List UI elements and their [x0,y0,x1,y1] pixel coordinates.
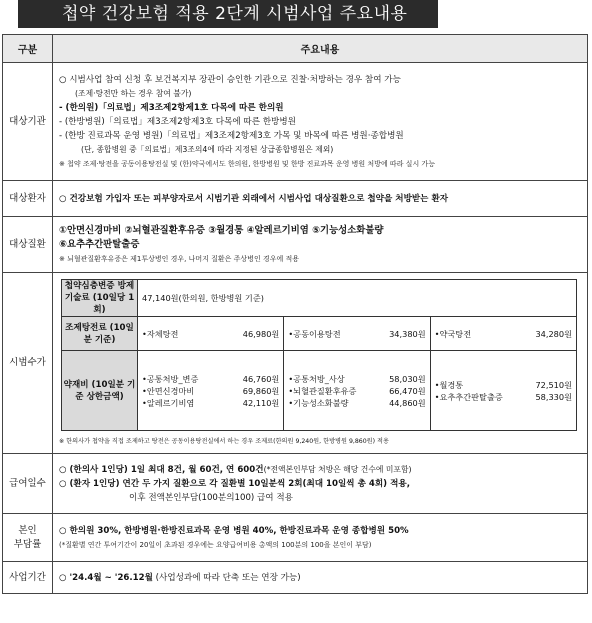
fee-item-price: 72,510원 [535,379,572,390]
copay-line: ○ 한의원 30%, 한방병원·한방진료과목 운영 병원 40%, 한방진료과목 운영 종합병원 50% [59,525,409,536]
copay-label-line: 본인 [18,524,37,536]
fee-item-price: 66,470원 [389,385,426,396]
days-content [53,454,588,514]
row-diseases [3,217,588,273]
copay-note: (*질환별 연간 투여기간이 20일이 초과된 경우에는 요양급여비용 총액의 100분의 100을 본인이 부담) [59,540,372,549]
institutions-line: - (한방 진료과목 운영 병원)「의료법」제3조제2항제3호 가목 및 바목에 따른 병원·종합병원 [59,130,404,141]
row-fees [3,273,588,454]
row-label-fees: 시범수가 [3,273,53,454]
fee-table [61,279,577,431]
fee-item-price: 42,110원 [242,397,280,408]
fee-item-price: 69,860원 [242,385,280,396]
diseases-line: ①안면신경마비 ②뇌혈관질환후유증 ③월경통 ④알레르기비염 ⑤기능성소화불량 [59,224,384,236]
institutions-line: (단, 종합병원 중「의료법」제3조의4에 따라 지정된 상급종합병원은 제외) [81,144,334,154]
patients-content [53,181,588,217]
fee-consult-value: 47,140원(한의원, 한방병원 기준) [138,280,577,317]
fee-dispense-cell [430,317,576,351]
fee-drug-cell [138,351,284,431]
header-content: 주요내용 [53,35,588,63]
row-label-period: 사업기간 [3,562,53,594]
days-line: ○ (한의사 1인당) 1일 최대 8건, 월 60건, 연 600건 [59,464,264,475]
fee-drug-cell [284,351,430,431]
fee-item-name: •약국탕전 [434,328,472,339]
institutions-line: - (한방병원)「의료법」제3조제2항제3호 다목에 따른 한방병원 [59,116,296,127]
fee-item-price: 46,980원 [242,328,280,339]
fee-drug-cell [430,351,576,431]
fee-dispense-cell [284,317,430,351]
fee-item-name: •요추추간판탈출증 [434,391,503,402]
fee-item-name: •알레르기비염 [142,397,195,408]
fee-head-drug: 약재비 (10일분 기준 상한금액) [62,351,138,431]
patients-text: ○ 건강보험 가입자 또는 피부양자로서 시범기관 외래에서 시범사업 대상질환으로 첩약을 처방받는 환자 [59,193,449,204]
copay-label-line: 부담률 [13,538,42,550]
fee-item-name: •기능성소화불량 [288,397,349,408]
fee-item-name: •뇌혈관질환후유증 [288,385,357,396]
policy-table [2,34,588,594]
copay-content [53,514,588,562]
row-label-institutions: 대상기관 [3,63,53,181]
row-institutions [3,63,588,181]
institutions-line: - (한의원)「의료법」제3조제2항제1호 다목에 따른 한의원 [59,102,284,113]
row-label-copay [3,514,53,562]
diseases-content [53,217,588,273]
fee-dispense-cell [138,317,284,351]
institutions-line: (조제·탕전만 하는 경우 참여 불가) [75,88,192,98]
fee-head-dispense: 조제탕전료 (10일분 기준) [62,317,138,351]
fee-item-price: 58,330원 [535,391,572,402]
diseases-line: ⑥요추추간판탈출증 [59,238,140,250]
page-title: 첩약 건강보험 적용 2단계 시범사업 주요내용 [18,0,438,28]
period-content [53,562,588,594]
fee-item-name: •자체탕전 [142,328,179,339]
row-label-days: 급여일수 [3,454,53,514]
institutions-line: ○ 시범사업 참여 신청 후 보건복지부 장관이 승인한 기관으로 진찰·처방하는 경우 참여 가능 [59,74,401,85]
row-days [3,454,588,514]
row-period [3,562,588,594]
period-note: (사업성과에 따라 단축 또는 연장 가능) [152,572,301,583]
header-category: 구분 [3,35,53,63]
row-copay [3,514,588,562]
fee-item-name: •공통처방_변증 [142,373,199,384]
row-patients [3,181,588,217]
fee-item-price: 44,860원 [389,397,426,408]
fee-item-name: •월경통 [434,379,464,390]
fees-content [53,273,588,454]
row-label-diseases: 대상질환 [3,217,53,273]
fee-item-price: 46,760원 [242,373,280,384]
institutions-note: ※ 첩약 조제·탕전을 공동이용탕전실 및 (한)약국에서도 한의원, 한방병원 및 한방 진료과목 운영 병원 처방에 따라 실시 가능 [59,159,435,168]
fee-head-consult: 첩약심층변증 방제기술료 (10일당 1회) [62,280,138,317]
fee-item-price: 34,280원 [535,328,572,339]
days-line-note: (*전액본인부담 처방은 해당 건수에 미포함) [263,464,412,474]
fee-item-name: •공통처방_사상 [288,373,345,384]
fees-note: ※ 한의사가 첩약을 직접 조제하고 탕전은 공동이용탕전실에서 하는 경우 조제료(한의원 9,240원, 한방병원 9,860원) 적용 [59,438,389,445]
days-line: 이후 전액본인부담(100분의100) 급여 적용 [129,492,293,503]
period-dates: ○ '24.4월 ~ '26.12월 [59,572,153,583]
fee-item-price: 58,030원 [389,373,426,384]
fee-item-price: 34,380원 [389,328,426,339]
days-line: ○ (환자 1인당) 연간 두 가지 질환으로 각 질환별 10일분씩 2회(최대 10일씩 총 4회) 적용, [59,478,410,489]
fee-item-name: •안면신경마비 [142,385,195,396]
diseases-note: ※ 뇌혈관질환후유증은 제1투상병인 경우, 나머지 질환은 주상병인 경우에 적용 [59,254,299,263]
fee-item-name: •공동이용탕전 [288,328,341,339]
institutions-content [53,63,588,181]
row-label-patients: 대상환자 [3,181,53,217]
